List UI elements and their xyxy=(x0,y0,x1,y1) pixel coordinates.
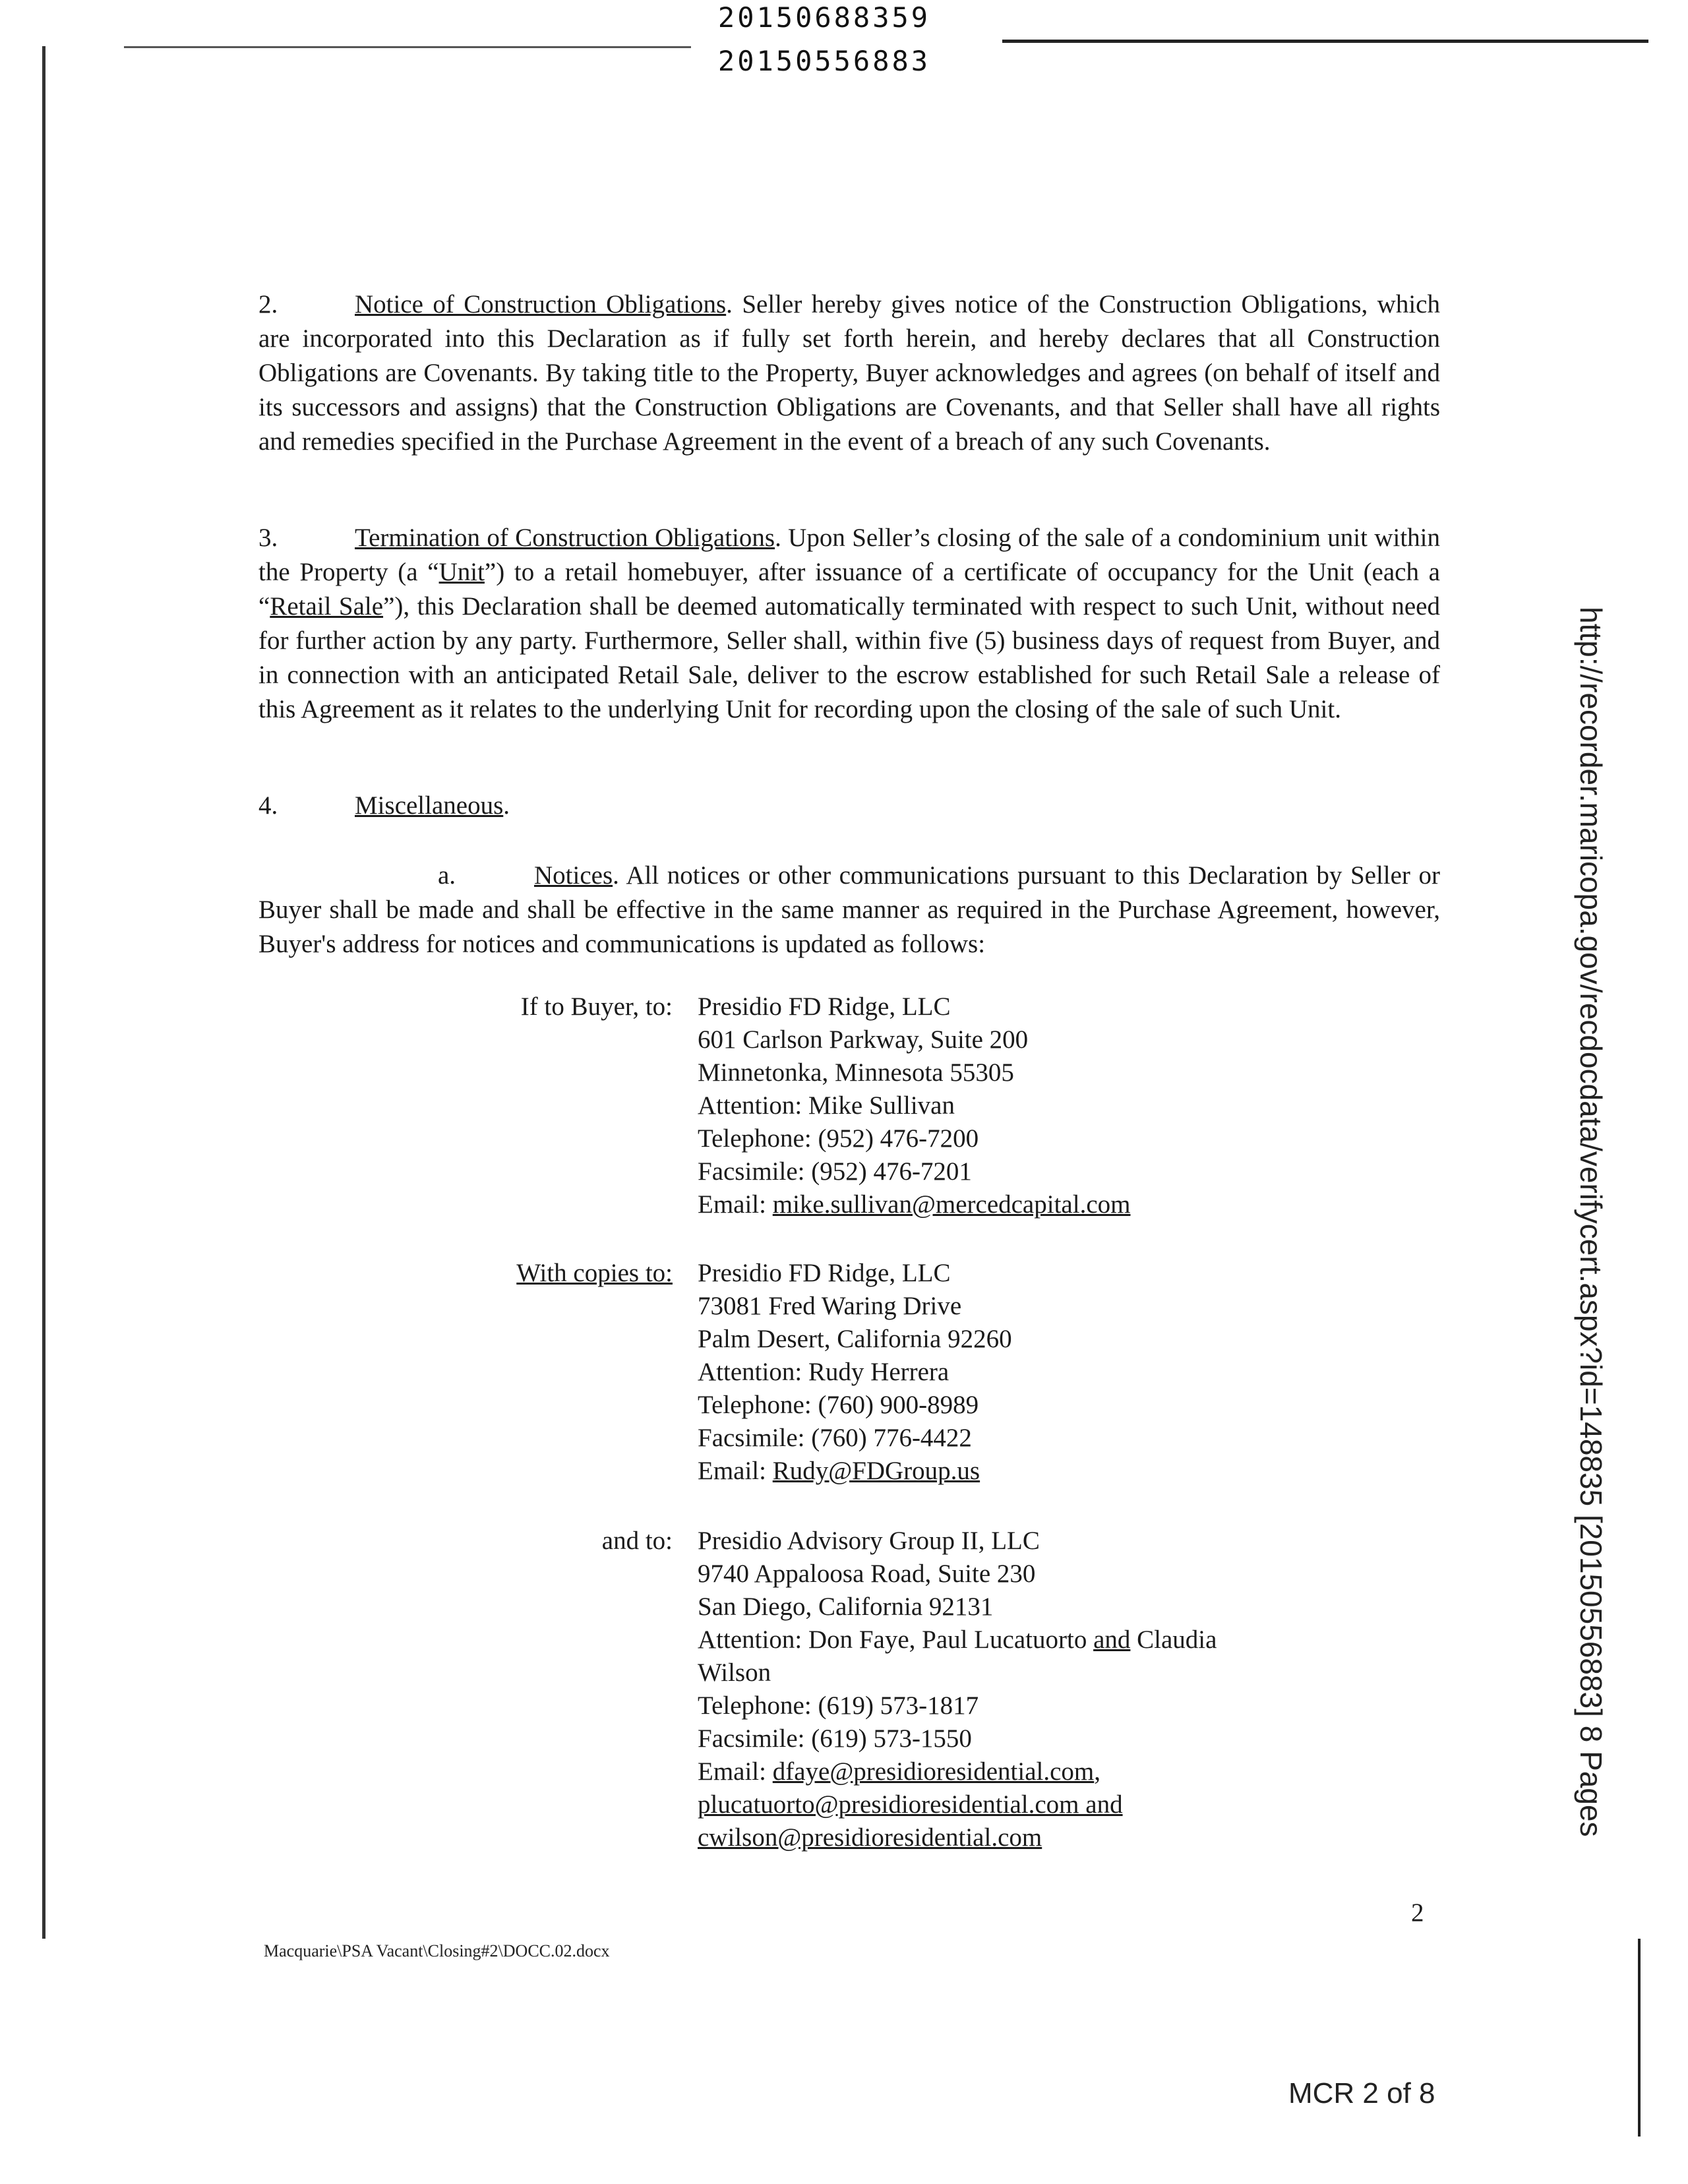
copies-attention: Attention: Rudy Herrera xyxy=(698,1358,950,1386)
mcr-page-count: MCR 2 of 8 xyxy=(1288,2077,1435,2109)
recording-number-1: 20150688359 xyxy=(717,1,931,34)
section-2-text: . Seller hereby gives notice of the Construction Obligations, which are incorporated into this Declaration as if fully set forth herein, and hereby declares that all Construction Obligations are Covenants. By taking title to the Property, Buyer acknowledges and agrees (on behalf of itself and its successors and assigns) that the Construction Obligations are Covenants, and that Seller shall have all rights and remedies specified in the Purchase Agreement in the event of a breach of any such Covenants. xyxy=(258,290,1440,456)
section-3-text-3: ”), this Declaration shall be deemed automatically terminated with respect to such Unit, without need for further action by any party. Furthermore, Seller shall, within five (5) business days of request from Buyer, and in connection with an anticipated Retail Sale, deliver to the escrow established for such Retail Sale a release of this Agreement as it relates to the underlying Unit for recording upon the closing of the sale of such Unit. xyxy=(258,592,1440,723)
and-to-email-line-1 xyxy=(698,1755,1291,1788)
and-to-address-lines xyxy=(698,1525,1291,1854)
copies-street: 73081 Fred Waring Drive xyxy=(698,1292,962,1320)
buyer-attention: Attention: Mike Sullivan xyxy=(698,1091,955,1120)
header-rule-right xyxy=(1002,40,1648,43)
section-4a-text: . All notices or other communications pursuant to this Declaration by Seller or Buyer shall be made and shall be effective in the same manner as required in the Purchase Agreement, however, Buyer's address for notices and communications is updated as follows: xyxy=(258,861,1440,958)
and-to-attention-2: Claudia xyxy=(1130,1625,1217,1654)
section-3 xyxy=(258,521,1440,727)
copies-email-link[interactable]: Rudy@FDGroup.us xyxy=(772,1457,980,1485)
and-to-email-label: Email: xyxy=(698,1757,773,1786)
section-4-heading-suffix: . xyxy=(503,791,510,820)
and-to-attention-and: and xyxy=(1093,1625,1131,1654)
header-rule-left xyxy=(124,46,691,48)
copies-label xyxy=(258,1257,673,1290)
copies-city: Palm Desert, California 92260 xyxy=(698,1325,1012,1353)
and-to-email-2-sep: and xyxy=(1079,1790,1123,1819)
and-to-email-line-3 xyxy=(698,1821,1291,1854)
section-2 xyxy=(258,288,1440,459)
and-to-email-line-2 xyxy=(698,1788,1291,1821)
copies-name: Presidio FD Ridge, LLC xyxy=(698,1259,951,1287)
buyer-label: If to Buyer, to: xyxy=(520,992,673,1021)
section-4-number: 4. xyxy=(258,791,278,820)
and-to-email-3-link[interactable]: cwilson@presidioresidential.com xyxy=(698,1823,1042,1852)
and-to-street: 9740 Appaloosa Road, Suite 230 xyxy=(698,1560,1036,1588)
side-verification-stamp: http://recorder.maricopa.gov/recdocdata/verifycert.aspx?id=148835 [20150556883] 8 Pages xyxy=(1574,607,1608,1837)
section-3-text-1: . Upon Seller’s closing of the sale of a condominium unit within the Property (a “ xyxy=(258,524,1440,586)
right-margin-line xyxy=(1638,1939,1641,2137)
section-2-heading: Notice of Construction Obligations xyxy=(355,290,727,318)
recording-number-2: 20150556883 xyxy=(717,45,931,77)
section-4-heading: Miscellaneous xyxy=(355,791,504,820)
footer-file-path: Macquarie\PSA Vacant\Closing#2\DOCC.02.docx xyxy=(264,1941,610,1960)
and-to-attention-1: Attention: Don Faye, Paul Lucatuorto xyxy=(698,1625,1094,1654)
and-to-city: San Diego, California 92131 xyxy=(698,1592,994,1621)
copies-label-text: With copies to: xyxy=(516,1259,673,1287)
left-margin-line xyxy=(42,46,45,1939)
section-4a xyxy=(258,859,1440,961)
buyer-address-lines xyxy=(698,990,1291,1221)
copies-facsimile: Facsimile: (760) 776-4422 xyxy=(698,1424,972,1452)
section-4 xyxy=(258,789,1440,823)
section-3-text-2: ”) to a retail homebuyer, after issuance of a certificate of occupancy for the Unit (each a “ xyxy=(258,558,1440,621)
buyer-email-line xyxy=(698,1188,1291,1221)
copies-address-lines xyxy=(698,1257,1291,1488)
section-2-number: 2. xyxy=(258,290,278,318)
section-4a-letter: a. xyxy=(438,861,456,890)
buyer-email-label: Email: xyxy=(698,1190,773,1219)
and-to-attention-cont: Wilson xyxy=(698,1658,771,1687)
and-to-attention xyxy=(698,1623,1291,1656)
and-to-email-1-link[interactable]: dfaye@presidioresidential.com xyxy=(772,1757,1095,1786)
section-3-heading: Termination of Construction Obligations xyxy=(355,524,775,552)
copies-email-label: Email: xyxy=(698,1457,773,1485)
and-to-label: and to: xyxy=(601,1527,673,1555)
and-to-email-2-link[interactable]: plucatuorto@presidioresidential.com xyxy=(698,1790,1079,1819)
buyer-telephone: Telephone: (952) 476-7200 xyxy=(698,1124,979,1153)
and-to-email-1-sep: , xyxy=(1094,1757,1100,1786)
buyer-name: Presidio FD Ridge, LLC xyxy=(698,992,951,1021)
section-3-number: 3. xyxy=(258,524,278,552)
unit-term: Unit xyxy=(438,558,485,586)
copies-email-line xyxy=(698,1455,1291,1488)
and-to-telephone: Telephone: (619) 573-1817 xyxy=(698,1691,979,1720)
buyer-email-link[interactable]: mike.sullivan@mercedcapital.com xyxy=(772,1190,1131,1219)
retail-sale-term: Retail Sale xyxy=(270,592,384,621)
buyer-facsimile: Facsimile: (952) 476-7201 xyxy=(698,1157,972,1186)
buyer-street: 601 Carlson Parkway, Suite 200 xyxy=(698,1025,1029,1054)
and-to-name: Presidio Advisory Group II, LLC xyxy=(698,1527,1040,1555)
buyer-city: Minnetonka, Minnesota 55305 xyxy=(698,1058,1014,1087)
section-4a-heading: Notices xyxy=(534,861,613,890)
page-number: 2 xyxy=(1411,1898,1424,1927)
and-to-facsimile: Facsimile: (619) 573-1550 xyxy=(698,1724,972,1753)
copies-telephone: Telephone: (760) 900-8989 xyxy=(698,1391,979,1419)
